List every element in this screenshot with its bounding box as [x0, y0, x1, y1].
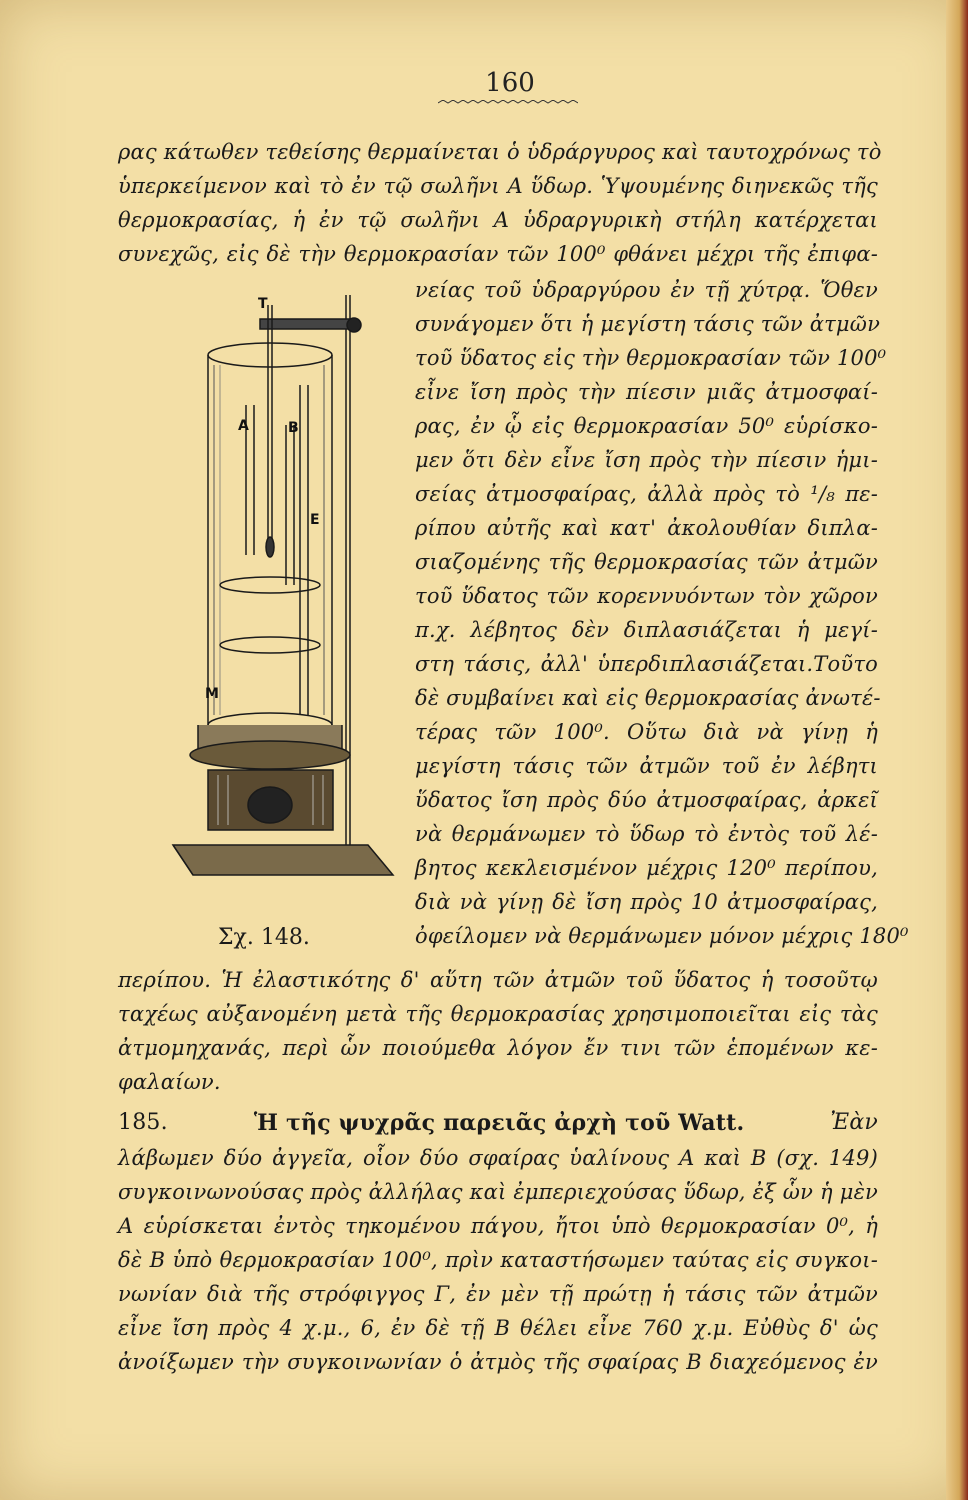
page-edge: [946, 0, 968, 1500]
text-line: εἶνε ἴση πρὸς 4 χ.μ., 6, ἐν δὲ τῇ Β θέλει εἶνε 760 χ.μ. Εὐθὺς δ' ὡς: [118, 1316, 878, 1340]
text-line: μεγίστη τάσις τῶν ἀτμῶν τοῦ ἐν λέβητι: [415, 754, 878, 778]
text-line: ταχέως αὐξανομένη μετὰ τῆς θερμοκρασίας χρησιμοποιεῖται εἰς τὰς: [118, 1002, 878, 1026]
text-line: δὲ Β ὑπὸ θερμοκρασίαν 100⁰, πρὶν καταστήσωμεν ταύτας εἰς συγκοι-: [118, 1248, 878, 1272]
text-line: ρίπου αὐτῆς καὶ κατ' ἀκολουθίαν διπλα-: [415, 516, 878, 540]
text-line: νὰ θερμάνωμεν τὸ ὕδωρ τὸ ἐντὸς τοῦ λέ-: [415, 822, 878, 846]
figure-caption: Σχ. 148.: [218, 925, 310, 950]
text-line: ὀφείλομεν νὰ θερμάνωμεν μόνον μέχρις 180⁰: [415, 924, 909, 948]
text-line: τοῦ ὕδατος εἰς τὴν θερμοκρασίαν τῶν 100⁰: [415, 346, 887, 370]
section-number: 185.: [118, 1110, 168, 1135]
figure-label-t: T: [258, 296, 268, 312]
text-line: συνεχῶς, εἰς δὲ τὴν θερμοκρασίαν τῶν 100⁰ φθάνει μέχρι τῆς ἐπιφα-: [118, 242, 878, 266]
text-line: ρας κάτωθεν τεθείσης θερμαίνεται ὁ ὑδράργυρος καὶ ταυτοχρόνως τὸ: [118, 140, 882, 164]
text-line: συγκοινωνούσας πρὸς ἀλλήλας καὶ ἐμπεριεχούσας ὕδωρ, ἐξ ὧν ἡ μὲν: [118, 1180, 878, 1204]
section-first-word: Ἐὰν: [830, 1110, 878, 1135]
text-line: ἀνοίξωμεν τὴν συγκοινωνίαν ὁ ἀτμὸς τῆς σφαίρας Β διαχεόμενος ἐν: [118, 1350, 878, 1374]
figure-label-b: B: [288, 420, 299, 436]
text-line: ὕδατος ἴση πρὸς δύο ἀτμοσφαίρας, ἀρκεῖ: [415, 788, 878, 812]
text-line: βητος κεκλεισμένον μέχρις 120⁰ περίπου,: [415, 856, 878, 880]
text-line: δὲ συμβαίνει καὶ εἰς θερμοκρασίας ἀνωτέ-: [415, 686, 881, 710]
text-line: σείας ἀτμοσφαίρας, ἀλλὰ πρὸς τὸ ¹/₈ πε-: [415, 482, 878, 506]
text-line: τοῦ ὕδατος τῶν κορεννυόντων τὸν χῶρον: [415, 584, 878, 608]
ornamental-rule: [438, 100, 578, 106]
text-line: θερμοκρασίας, ἡ ἐν τῷ σωλῆνι Α ὑδραργυρικὴ στήλη κατέρχεται: [118, 208, 878, 232]
text-line: μεν ὅτι δὲν εἶνε ἴση πρὸς τὴν πίεσιν ἡμι-: [415, 448, 878, 472]
text-line: διὰ νὰ γίνῃ δὲ ἴση πρὸς 10 ἀτμοσφαίρας,: [415, 890, 878, 914]
text-line: νωνίαν διὰ τῆς στρόφιγγος Γ, ἐν μὲν τῇ πρώτῃ ἡ τάσις τῶν ἀτμῶν: [118, 1282, 878, 1306]
text-line: ὑπερκείμενον καὶ τὸ ἐν τῷ σωλῆνι Α ὕδωρ. Ὑψουμένης διηνεκῶς τῆς: [118, 174, 878, 198]
text-line: π.χ. λέβητος δὲν διπλασιάζεται ἡ μεγί-: [415, 618, 878, 642]
figure-label-e: E: [310, 512, 320, 528]
text-line: εἶνε ἴση πρὸς τὴν πίεσιν μιᾶς ἀτμοσφαί-: [415, 380, 878, 404]
text-line: ἀτμομηχανάς, περὶ ὧν ποιούμεθα λόγον ἔν τινι τῶν ἑπομένων κε-: [118, 1036, 878, 1060]
text-line: νείας τοῦ ὑδραργύρου ἐν τῇ χύτρᾳ. Ὅθεν: [415, 278, 878, 302]
text-line: περίπου. Ἡ ἐλαστικότης δ' αὕτη τῶν ἀτμῶν τοῦ ὕδατος ἡ τοσοῦτῳ: [118, 968, 878, 992]
text-line: Α εὑρίσκεται ἐντὸς τηκομένου πάγου, ἤτοι ὑπὸ θερμοκρασίαν 0⁰, ἡ: [118, 1214, 878, 1238]
apparatus-illustration: [168, 285, 398, 895]
section-heading-line: [118, 1110, 878, 1136]
page-number: 160: [485, 68, 535, 98]
section-title: Ἡ τῆς ψυχρᾶς παρειᾶς ἀρχὴ τοῦ Watt.: [253, 1110, 745, 1136]
figure-label-m: M: [205, 686, 219, 702]
text-line: στη τάσις, ἀλλ' ὑπερδιπλασιάζεται.Τοῦτο: [415, 652, 878, 676]
text-line: συνάγομεν ὅτι ἡ μεγίστη τάσις τῶν ἀτμῶν: [415, 312, 881, 336]
text-line: φαλαίων.: [118, 1070, 221, 1094]
text-line: σιαζομένης τῆς θερμοκρασίας τῶν ἀτμῶν: [415, 550, 878, 574]
text-line: ρας, ἐν ᾧ εἰς θερμοκρασίαν 50⁰ εὑρίσκο-: [415, 414, 878, 438]
text-line: λάβωμεν δύο ἀγγεῖα, οἷον δύο σφαίρας ὑαλίνους Α καὶ Β (σχ. 149): [118, 1146, 878, 1170]
text-line: τέρας τῶν 100⁰. Οὕτω διὰ νὰ γίνῃ ἡ: [415, 720, 878, 744]
figure-label-a: A: [238, 418, 249, 434]
